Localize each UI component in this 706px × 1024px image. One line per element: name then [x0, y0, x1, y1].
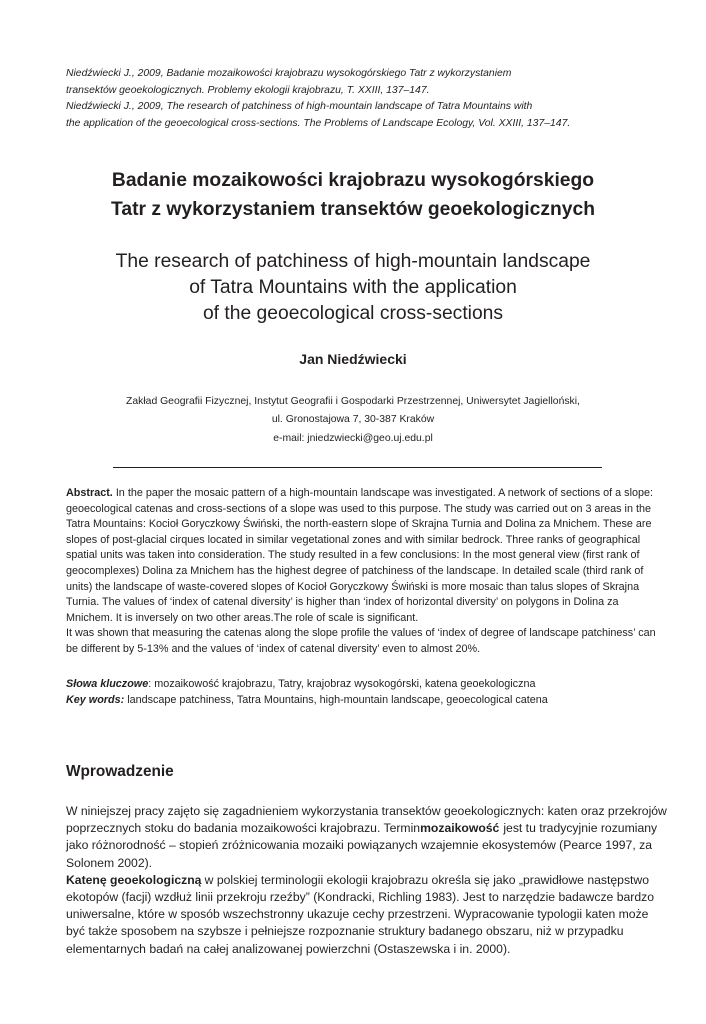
abstract-line: spatial units was taken into consideration. The study resulted in a few conclusions: In the most general view (first rank of	[66, 549, 640, 562]
abstract-block	[66, 486, 656, 658]
abstract-line: units) the landscape of waste-covered slopes of Kocioł Goryczkowy Świński is more mosaic than talus slopes of Skrajna	[66, 580, 640, 593]
keywords-block	[66, 676, 649, 708]
citation-block	[66, 66, 656, 132]
section-heading: Wprowadzenie	[66, 763, 174, 780]
abstract-line: Turnia. The values of ‘index of catenal diversity’ is higher than ‘index of horizontal diversity’ on polygons in Dolina za	[66, 596, 619, 609]
body-segment: poprzecznych stoku do badania mozaikowości krajobrazu. Termin	[66, 821, 421, 836]
body-line: uniwersalne, które w sposób wszechstronny ukazuje cechy przestrzeni. Wypracowanie typologii katen może	[66, 907, 649, 922]
divider	[113, 467, 602, 468]
title-english-line: of the geoecological cross-sections	[202, 303, 504, 324]
body-segment: jest tu tradycyjnie rozumiany	[503, 821, 658, 836]
title-polish	[60, 166, 646, 224]
abstract-line: geoecological catenas and cross-sections of a slope was used to this purpose. The study was carried out on 3 areas in the	[66, 502, 651, 515]
title-polish-line: Badanie mozaikowości krajobrazu wysokogórskiego	[111, 170, 595, 191]
abstract-line: It was shown that measuring the catenas along the slope profile the values of ‘index of degree of landscape patchiness’ can	[66, 627, 656, 640]
title-english-line: of Tatra Mountains with the application	[189, 277, 517, 298]
abstract-line: geocomplexes) Dolina za Mnichem has the highest degree of patchiness of the landscape. In detailed scale (third rank of	[66, 564, 644, 577]
keywords-polish-label: Słowa kluczowe	[66, 678, 149, 690]
keywords-english-label: Key words:	[66, 694, 125, 706]
abstract-line: be different by 5-13% and the values of ‘index of catenal diversity’ even to almost 20%.	[66, 642, 481, 655]
abstract-line	[66, 486, 653, 502]
abstract-line: slopes of post-glacial cirques located in similar vegetational zones and with similar bedrock. Three ranks of geographical	[66, 533, 641, 546]
title-english-line: The research of patchiness of high-mountain landscape	[115, 251, 591, 272]
title-polish-line: Tatr z wykorzystaniem transektów geoekologicznych	[111, 199, 595, 220]
body-text	[66, 803, 667, 958]
citation-line: Niedźwiecki J., 2009, The research of patchiness of high-mountain landscape of Tatra Mountains with	[66, 101, 533, 112]
body-line: jako różnorodność – stopień zróżnicowania mozaiki powiązanych wzajemnie ekosystemów (Pearce 1997, za	[66, 838, 652, 853]
body-line: ekotopów (facji) wzdłuż linii przekroju rzeźby” (Kondracki, Richling 1983). Jest to narzędzie badawcze bardzo	[66, 890, 654, 905]
citation-line: transektów geoekologicznych. Problemy ekologii krajobrazu, T. XXIII, 137–147.	[66, 84, 430, 96]
body-line	[66, 820, 658, 837]
keywords-polish	[66, 676, 649, 692]
body-line: elementarnych badań na całej analizowanej powierzchni (Ostaszewska i in. 2000).	[66, 941, 511, 956]
body-line	[66, 872, 649, 889]
body-line: być także sposobem na szybsze i pełniejsze rozpoznanie struktury badanego obszaru, niż w przypadku	[66, 924, 624, 939]
abstract-line: Tatra Mountains: Kocioł Goryczkowy Świński, the north-eastern slope of Skrajna Turnia and Dolina za Mnichem. These are	[66, 518, 652, 531]
keywords-english	[66, 692, 649, 708]
abstract-text: In the paper the mosaic pattern of a high-mountain landscape was investigated. A network of sections of a slope:	[115, 487, 653, 499]
affiliation-line: Zakład Geografii Fizycznej, Instytut Geografii i Gospodarki Przestrzennej, Uniwersytet Jagielloński,	[126, 396, 580, 407]
affiliation-block	[60, 393, 646, 448]
email-line: e-mail: jniedzwiecki@geo.uj.edu.pl	[273, 432, 433, 444]
term-katena: Katenę geoekologiczną	[66, 872, 202, 887]
author-name: Jan Niedźwiecki	[299, 351, 407, 367]
body-segment: w polskiej terminologii ekologii krajobrazu określa się jako „prawidłowe następstwo	[204, 872, 649, 887]
abstract-label: Abstract.	[66, 487, 113, 499]
abstract-line: Mnichem. It is inversely on two other areas.The role of scale is significant.	[66, 611, 419, 624]
body-line: Solonem 2002).	[66, 855, 153, 870]
affiliation-line: ul. Gronostajowa 7, 30-387 Kraków	[271, 414, 435, 426]
keywords-english-text: landscape patchiness, Tatra Mountains, high-mountain landscape, geoecological catena	[127, 694, 548, 706]
body-line: W niniejszej pracy zajęto się zagadnieniem wykorzystania transektów geoekologicznych: katen oraz przekrojów	[66, 804, 667, 818]
term-mozaikowosc: mozaikowość	[420, 821, 500, 836]
citation-line: the application of the geoecological cross-sections. The Problems of Landscape Ecology, Vol. XXIII, 137–147.	[66, 117, 571, 129]
citation-line: Niedźwiecki J., 2009, Badanie mozaikowości krajobrazu wysokogórskiego Tatr z wykorzystaniem	[66, 68, 512, 79]
title-english	[60, 249, 646, 327]
keywords-polish-text: : mozaikowość krajobrazu, Tatry, krajobraz wysokogórski, katena geoekologiczna	[148, 678, 536, 690]
